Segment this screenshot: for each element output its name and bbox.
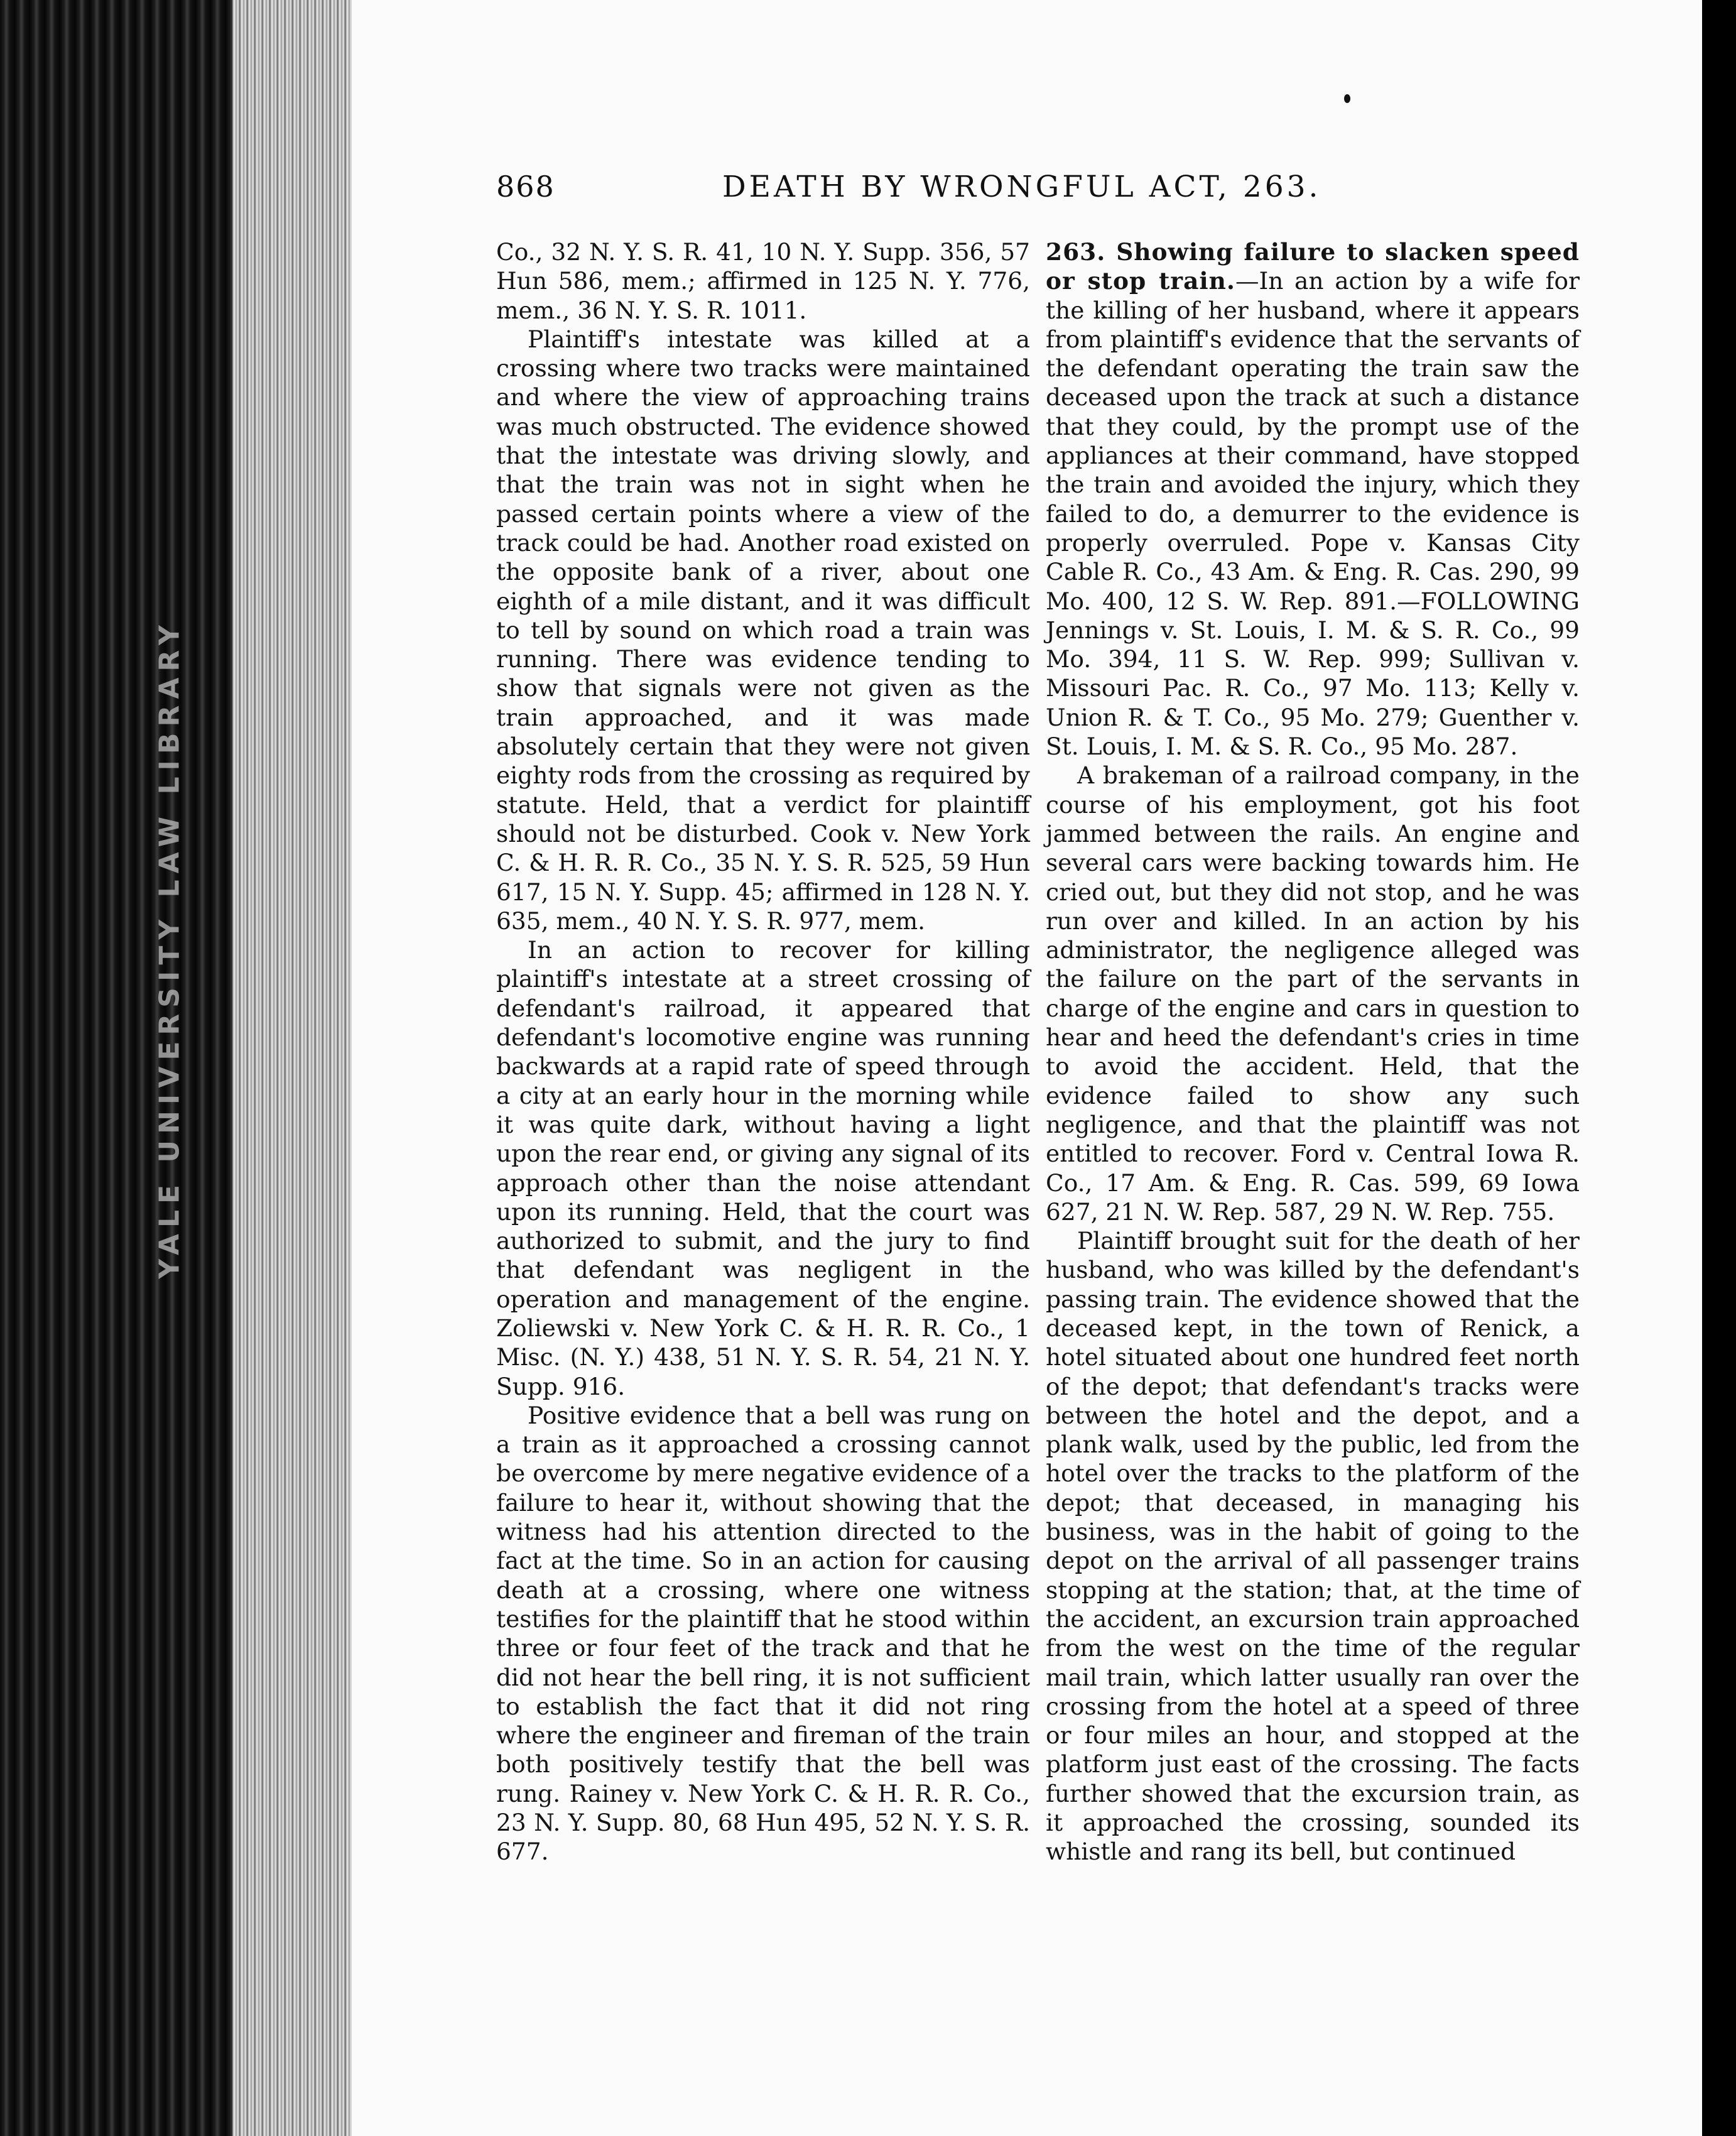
page-title: DEATH BY WRONGFUL ACT, 263. — [722, 170, 1321, 204]
page-edges — [232, 0, 352, 2136]
page-number: 868 — [496, 170, 555, 204]
section-heading: 263. Showing failure to slacken speed or stop train. — [1046, 238, 1580, 295]
paragraph: Plaintiff's intestate was killed at a crossing where two tracks were maintained and where the view of approaching trains was much obstructed. The evidence showed that the intestate was driving slowly, and that the train was not in sight when he passed certain points where a view of the track could be had. Another road existed on the opposite bank of a river, about one eighth of a mile distant, and it was difficult to tell by sound on which road a train was running. There was evidence tending to show that signals were not given as the train approached, and it was made absolutely certain that they were not given eighty rods from the crossing as required by statute. Held, that a verdict for plaintiff should not be disturbed. Cook v. New York C. & H. R. R. Co., 35 N. Y. S. R. 525, 59 Hun 617, 15 N. Y. Supp. 45; affirmed in 128 N. Y. 635, mem., 40 N. Y. S. R. 977, mem. — [496, 325, 1030, 935]
paragraph: Co., 32 N. Y. S. R. 41, 10 N. Y. Supp. 356, 57 Hun 586, mem.; affirmed in 125 N. Y. 776, mem., 36 N. Y. S. R. 1011. — [496, 238, 1030, 324]
section-text: —In an action by a wife for the killing of her husband, where it appears from plaintiff's evidence that the servants of the defendant operating the train saw the deceased upon the track at such a distance that they could, by the prompt use of the appliances at their command, have stopped the train and avoided the injury, which they failed to do, a demurrer to the evidence is properly overruled. Pope v. Kansas City Cable R. Co., 43 Am. & Eng. R. Cas. 290, 99 Mo. 400, 12 S. W. Rep. 891.—FOLLOWING Jennings v. St. Louis, I. M. & S. R. Co., 99 Mo. 394, 11 S. W. Rep. 999; Sullivan v. Missouri Pac. R. Co., 97 Mo. 113; Kelly v. Union R. & T. Co., 95 Mo. 279; Guenther v. St. Louis, I. M. & S. R. Co., 95 Mo. 287. — [1046, 267, 1580, 761]
library-stamp — [151, 540, 188, 1357]
paragraph: Positive evidence that a bell was rung on a train as it approached a crossing cannot be overcome by mere negative evidence of a failure to hear it, without showing that the witness had his attention directed to the fact at the time. So in an action for causing death at a crossing, where one witness testifies for the plaintiff that he stood within three or four feet of the track and that he did not hear the bell ring, it is not sufficient to establish the fact that it did not ring where the engineer and fireman of the train both positively testify that the bell was rung. Rainey v. New York C. & H. R. R. Co., 23 N. Y. Supp. 80, 68 Hun 495, 52 N. Y. S. R. 677. — [496, 1401, 1030, 1866]
running-head — [496, 170, 1325, 214]
paragraph: Plaintiff brought suit for the death of her husband, who was killed by the defendant's passing train. The evidence showed that the deceased kept, in the town of Renick, a hotel situated about one hundred feet north of the depot; that defendant's tracks were between the hotel and the depot, and a plank walk, used by the public, led from the hotel over the tracks to the platform of the depot; that deceased, in managing his business, was in the habit of going to the depot on the arrival of all passenger trains stopping at the station; that, at the time of the accident, an excursion train approached from the west on the time of the regular mail train, which latter usually ran over the crossing from the hotel at a speed of three or four miles an hour, and stopped at the platform just east of the crossing. The facts further showed that the excursion train, as it approached the crossing, sounded its whistle and rang its bell, but continued — [1046, 1227, 1580, 1866]
ink-speck — [1344, 94, 1350, 103]
section-263 — [1046, 237, 1580, 761]
left-column — [496, 237, 1030, 1866]
library-stamp-text: YALE UNIVERSITY LAW LIBRARY — [153, 618, 186, 1279]
paragraph: A brakeman of a railroad company, in the course of his employment, got his foot jammed between the rails. An engine and several cars were backing towards him. He cried out, but they did not stop, and he was run over and killed. In an action by his administrator, the negligence alleged was the failure on the part of the servants in charge of the engine and cars in question to hear and heed the defendant's cries in time to avoid the accident. Held, that the evidence failed to show any such negligence, and that the plaintiff was not entitled to recover. Ford v. Central Iowa R. Co., 17 Am. & Eng. R. Cas. 599, 69 Iowa 627, 21 N. W. Rep. 587, 29 N. W. Rep. 755. — [1046, 761, 1580, 1226]
paragraph: In an action to recover for killing plaintiff's intestate at a street crossing of defendant's railroad, it appeared that defendant's locomotive engine was running backwards at a rapid rate of speed through a city at an early hour in the morning while it was quite dark, without having a light upon the rear end, or giving any signal of its approach other than the noise attendant upon its running. Held, that the court was authorized to submit, and the jury to find that defendant was negligent in the operation and management of the engine. Zoliewski v. New York C. & H. R. R. Co., 1 Misc. (N. Y.) 438, 51 N. Y. S. R. 54, 21 N. Y. Supp. 916. — [496, 936, 1030, 1400]
right-column — [1046, 237, 1580, 1866]
right-margin-shadow — [1702, 0, 1736, 2136]
